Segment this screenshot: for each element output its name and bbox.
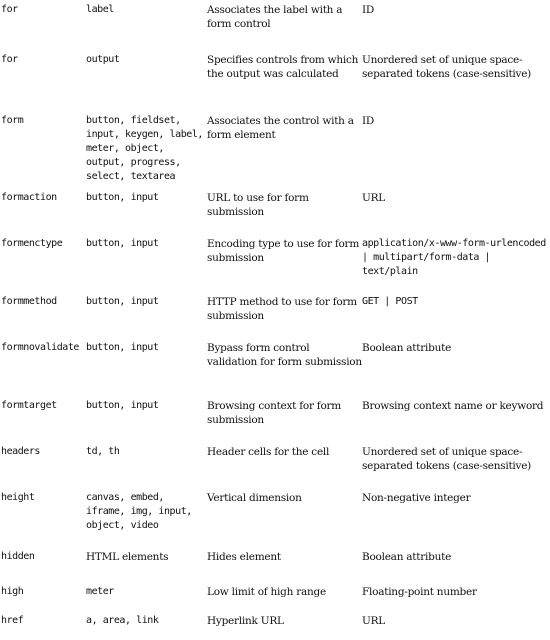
attribute-description: Hyperlink URL xyxy=(207,615,284,627)
attribute-description: Hides element xyxy=(207,551,281,563)
attribute-value: ID xyxy=(362,115,375,127)
attribute-name: high xyxy=(1,586,24,597)
attribute-name: formmethod xyxy=(1,296,57,307)
table-row xyxy=(0,111,550,188)
attribute-description: Specifies controls from which the output was calculated xyxy=(207,54,359,80)
attribute-value: URL xyxy=(362,615,385,627)
attribute-value: Boolean attribute xyxy=(362,342,452,354)
table-row xyxy=(0,488,550,547)
table-row xyxy=(0,396,550,442)
applicable-elements: HTML elements xyxy=(86,551,169,563)
attribute-value: Browsing context name or keyword xyxy=(362,400,544,412)
table-row xyxy=(0,50,550,111)
attribute-value: Unordered set of unique space-separated tokens (case-sensitive) xyxy=(362,54,532,80)
attribute-description: URL to use for form submission xyxy=(207,192,309,218)
applicable-elements: td, th xyxy=(86,446,120,457)
table-row xyxy=(0,611,550,640)
attribute-name: formnovalidate xyxy=(1,342,79,353)
attribute-description: Encoding type to use for form submission xyxy=(207,238,360,264)
applicable-elements: button, input xyxy=(86,342,159,353)
attribute-name: for xyxy=(1,54,18,65)
applicable-elements: button, fieldset, input, keygen, label, meter, object, output, progress, select, textarea xyxy=(86,115,203,182)
attribute-description: Associates the label with a form control xyxy=(207,4,343,30)
applicable-elements: button, input xyxy=(86,400,159,411)
attribute-value: Floating-point number xyxy=(362,586,477,598)
attribute-value: Non-negative integer xyxy=(362,492,471,504)
attribute-description: Bypass form control validation for form submission xyxy=(207,342,362,368)
attribute-value: Unordered set of unique space-separated tokens (case-sensitive) xyxy=(362,446,532,472)
attribute-name: formaction xyxy=(1,192,57,203)
attribute-description: Header cells for the cell xyxy=(207,446,330,458)
attribute-name: formenctype xyxy=(1,238,63,249)
attribute-description: Low limit of high range xyxy=(207,586,326,598)
applicable-elements: button, input xyxy=(86,296,159,307)
attribute-value: Boolean attribute xyxy=(362,551,452,563)
table-row xyxy=(0,234,550,292)
attribute-description: Vertical dimension xyxy=(207,492,302,504)
attribute-name: headers xyxy=(1,446,40,457)
attribute-description: Browsing context for form submission xyxy=(207,400,341,426)
table-row xyxy=(0,188,550,234)
attribute-value: application/x-www-form-urlencoded | multipart/form-data | text/plain xyxy=(362,238,546,277)
attribute-value: GET | POST xyxy=(362,296,418,307)
table-row xyxy=(0,547,550,582)
attribute-name: form xyxy=(1,115,24,126)
table-row xyxy=(0,0,550,50)
attribute-name: hidden xyxy=(1,551,35,562)
attribute-description: Associates the control with a form element xyxy=(207,115,354,141)
applicable-elements: output xyxy=(86,54,120,65)
applicable-elements: label xyxy=(86,4,114,15)
applicable-elements: a, area, link xyxy=(86,615,159,626)
attribute-value: URL xyxy=(362,192,385,204)
applicable-elements: button, input xyxy=(86,238,159,249)
attribute-name: for xyxy=(1,4,18,15)
attribute-name: href xyxy=(1,615,24,626)
attribute-value: ID xyxy=(362,4,375,16)
applicable-elements: button, input xyxy=(86,192,159,203)
table-row xyxy=(0,338,550,396)
attribute-name: height xyxy=(1,492,35,503)
attribute-description: HTTP method to use for form submission xyxy=(207,296,357,322)
attribute-name: formtarget xyxy=(1,400,57,411)
table-row xyxy=(0,582,550,611)
applicable-elements: meter xyxy=(86,586,114,597)
applicable-elements: canvas, embed, iframe, img, input, object, video xyxy=(86,492,192,531)
table-row xyxy=(0,442,550,488)
table-row xyxy=(0,292,550,338)
